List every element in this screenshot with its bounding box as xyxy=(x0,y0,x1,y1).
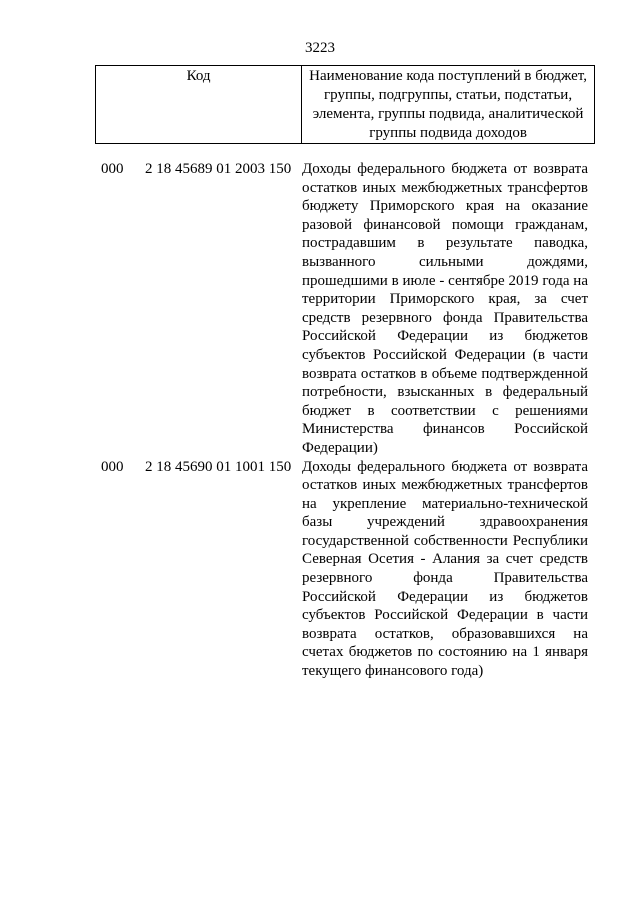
budget-classification-code: 2 18 45689 01 2003 150 xyxy=(145,161,292,177)
admin-code: 000 xyxy=(101,161,124,177)
income-code-row xyxy=(0,160,640,458)
budget-classification-code: 2 18 45690 01 1001 150 xyxy=(145,458,292,475)
income-description: Доходы федерального бюджета от возврата остатков иных межбюджетных трансфертов бюджету Приморского края на оказание разовой финансовой помощи гражданам, пострадавшим в результате паводка, вызванного сильными дождями, прошедшими в июле - сентябре 2019 года на территории Приморского края, за счет средств резервного фонда Правительства Российской Федерации из бюджетов субъектов Российской Федерации (в части возврата остатков в объеме подтвержденной потребности, взысканных в федеральный бюджет в соответствии с решениями Министерства финансов Российской Федерации) xyxy=(302,161,588,456)
code-column-header: Код xyxy=(96,66,302,144)
column-header-table xyxy=(95,65,595,144)
income-code-row xyxy=(0,458,640,681)
income-code-list xyxy=(0,160,640,681)
column-header-row xyxy=(96,66,595,144)
income-description: Доходы федерального бюджета от возврата остатков иных межбюджетных трансфертов на укрепление материально-технической базы учреждений здравоохранения государственной собственности Республики Северная Осетия - Алания за счет средств резервного фонда Правительства Российской Федерации из бюджетов субъектов Российской Федерации в части возврата остатков, образовавшихся на счетах бюджетов по состоянию на 1 января текущего финансового года) xyxy=(302,458,588,680)
name-column-header: Наименование кода поступлений в бюджет, группы, подгруппы, статьи, подстатьи, элемента, группы подвида, аналитической группы подвида доходов xyxy=(302,66,595,144)
page-number: 3223 xyxy=(305,40,335,56)
admin-code: 000 xyxy=(101,458,124,475)
